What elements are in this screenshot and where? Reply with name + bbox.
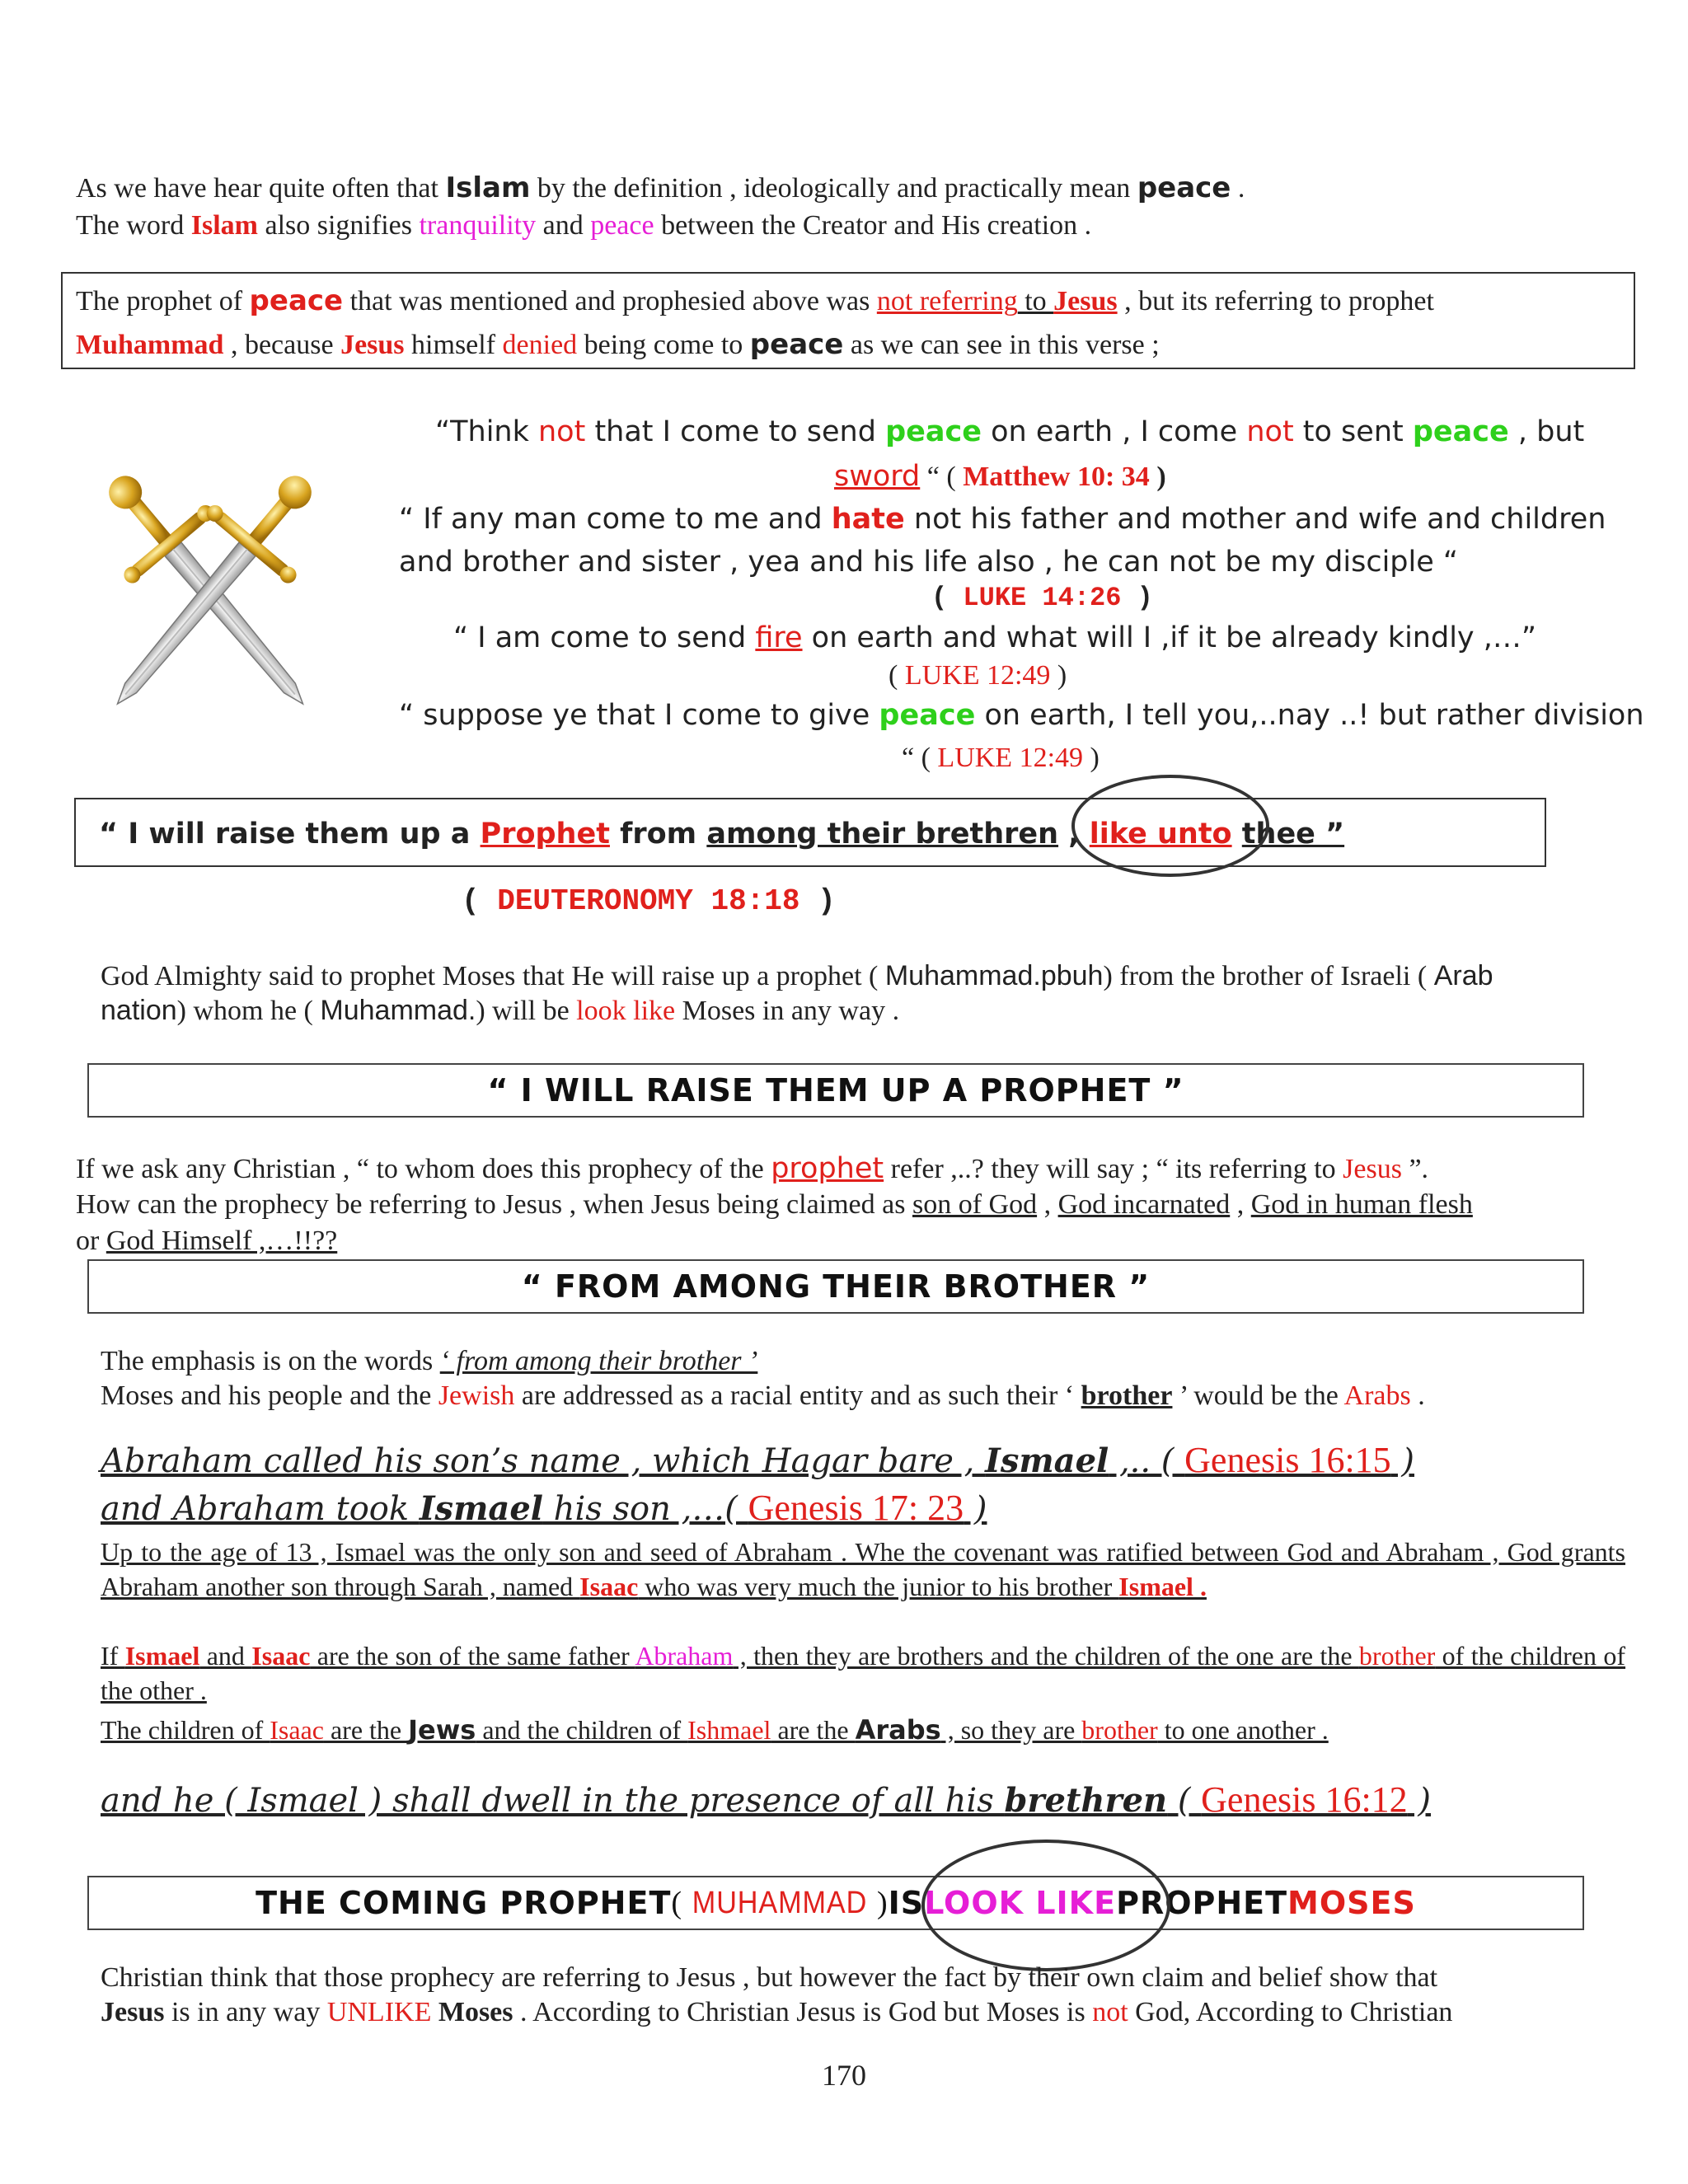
like-unto-circle <box>1071 775 1269 877</box>
para3-line-1: The emphasis is on the words ‘ from among their brother ’ <box>101 1346 758 1376</box>
para5-line-1: Christian think that those prophecy are referring to Jesus , but however the fact by their own claim and belief show that <box>101 1962 1438 1993</box>
intro-line-1: As we have hear quite often that Islam by the definition , ideologically and practically mean peace . <box>76 171 1245 204</box>
verse-luke-14-line-1: “ If any man come to me and hate not his father and mother and wife and children <box>399 503 1606 536</box>
para3-line-2: Moses and his people and the Jewish are addressed as a racial entity and as such their ‘ brother ’ would be the Arabs . <box>101 1380 1425 1411</box>
verse-luke-12-line-1: “ I am come to send fire on earth and what will I ,if it be already kindly ,…” <box>453 621 1537 654</box>
deuteronomy-quote: “ I will raise them up a Prophet from among their brethren , like unto thee ” <box>99 818 1345 851</box>
banner-coming-prophet: THE COMING PROPHET ( MUHAMMAD ) IS LOOK LIKE PROPHET MOSES <box>87 1876 1584 1930</box>
para2-line-2: How can the prophecy be referring to Jesus , when Jesus being claimed as son of God , God incarnated , God in human flesh <box>76 1189 1473 1220</box>
para1-line-1: God Almighty said to prophet Moses that He will raise up a prophet ( Muhammad.pbuh) from the brother of Israeli ( Arab <box>101 960 1493 991</box>
banner-raise-prophet: “ I WILL RAISE THEM UP A PROPHET ” <box>87 1063 1584 1118</box>
luke-12-49-ref-2: “ ( LUKE 12:49 ) <box>902 743 1100 773</box>
luke-14-26-ref: ( LUKE 14:26 ) <box>931 583 1153 613</box>
page-number: 170 <box>822 2059 866 2092</box>
verse-matthew-line-2: sword “ ( Matthew 10: 34 ) <box>834 460 1166 493</box>
para2-line-1: If we ask any Christian , “ to whom does this prophecy of the prophet refer ,..? they will say ; “ its referring to Jesus ”. <box>76 1152 1429 1185</box>
para2-line-3: or God Himself ,…!!?? <box>76 1226 338 1256</box>
deuteronomy-ref: ( DEUTERONOMY 18:18 ) <box>462 884 836 918</box>
para5-line-2: Jesus is in any way UNLIKE Moses . According to Christian Jesus is God but Moses is not God, According to Christian <box>101 1997 1453 2027</box>
luke-12-49-ref-1: ( LUKE 12:49 ) <box>889 660 1067 691</box>
intro-line-2: The word Islam also signifies tranquility and peace between the Creator and His creation . <box>76 210 1092 241</box>
para4-brothers: If Ismael and Isaac are the son of the same father Abraham , then they are brothers and the children of the one are the brother of the children of the other . <box>101 1641 1626 1705</box>
verse-matthew-line-1: “Think not that I come to send peace on earth , I come not to sent peace , but <box>435 415 1585 448</box>
para4-ismael-isaac: Up to the age of 13 , Ismael was the only son and seed of Abraham . Whe the covenant was ratified between God and Abraham , God grants Abraham another son through Sarah , named Isaac who was very much the junior to his brother Ismael . <box>101 1537 1625 1601</box>
genesis-17-23-quote: and Abraham took Ismael his son ,…( Genesis 17: 23 ) <box>101 1488 987 1528</box>
crossed-swords-image <box>66 449 354 738</box>
verse-luke-12-line-2: “ suppose ye that I come to give peace on earth, I tell you,..nay ..! but rather division <box>399 699 1644 732</box>
look-like-circle <box>921 1840 1170 1971</box>
banner-among-brother: “ FROM AMONG THEIR BROTHER ” <box>87 1259 1584 1314</box>
verse-luke-14-line-2: and brother and sister , yea and his life also , he can not be my disciple “ <box>399 546 1459 579</box>
genesis-16-15-quote: Abraham called his son’s name , which Hagar bare , Ismael ,.. ( Genesis 16:15 ) <box>101 1440 1414 1480</box>
genesis-16-12-quote: and he ( Ismael ) shall dwell in the presence of all his brethren ( Genesis 16:12 ) <box>101 1779 1432 1820</box>
box1-line-2: Muhammad , because Jesus himself denied being come to peace as we can see in this verse ; <box>76 328 1160 361</box>
box1-line-1: The prophet of peace that was mentioned and prophesied above was not referring to Jesus , but its referring to prophet <box>76 284 1434 317</box>
para4-children: The children of Isaac are the Jews and the children of Ishmael are the Arabs , so they are brother to one another . <box>101 1714 1329 1746</box>
para1-line-2: nation) whom he ( Muhammad.) will be look like Moses in any way . <box>101 995 900 1026</box>
